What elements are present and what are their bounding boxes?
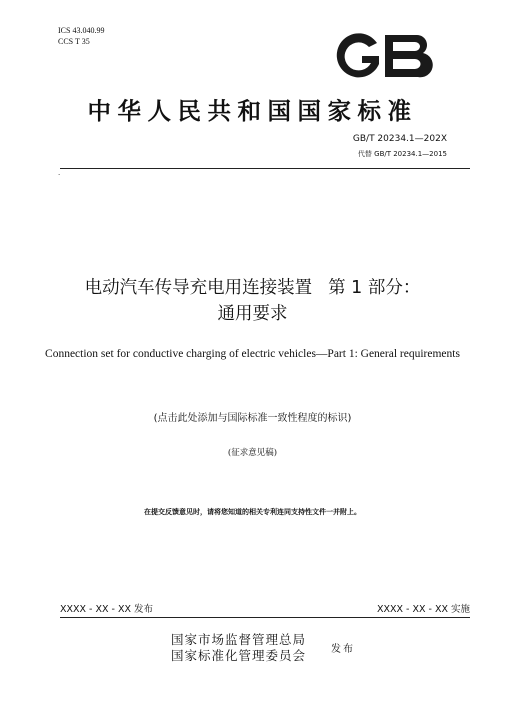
standard-number: GB/T 20234.1—202X [352, 134, 447, 144]
issuing-authorities [171, 632, 306, 664]
standard-category-title: 中华人民共和国国家标准 [87, 97, 418, 125]
chinese-title-main: 电动汽车传导充电用连接装置 [84, 278, 313, 298]
publish-label: 发布 [331, 644, 355, 655]
feedback-notice: 在提交反馈意见时，请将您知道的相关专利连同支持性文件一并附上。 [144, 507, 361, 516]
chinese-title-subtitle: 通用要求 [217, 304, 288, 324]
header-divider [60, 168, 470, 169]
english-title: Connection set for conductive charging of electric vehicles—Part 1: General requirements [45, 348, 460, 360]
issuer-sac: 国家标准化管理委员会 [171, 648, 307, 663]
gb-logo-b [385, 35, 433, 77]
footer-divider [60, 617, 470, 618]
draft-label: (征求意见稿) [227, 448, 278, 458]
issue-date: XXXX - XX - XX 发布 [60, 604, 154, 615]
ccs-code: CCS T 35 [58, 37, 90, 46]
ics-code: ICS 43.040.99 [58, 26, 105, 35]
issuer-samr: 国家市场监督管理总局 [171, 632, 307, 647]
divider-mark: . [58, 169, 61, 177]
implementation-date: XXXX - XX - XX 实施 [376, 604, 470, 615]
classification-codes [58, 25, 104, 47]
replaces-standard: 代替 GB/T 20234.1—2015 [357, 150, 447, 158]
gb-logo [333, 31, 433, 81]
consistency-note-link[interactable]: (点击此处添加与国际标准一致性程度的标识) [153, 413, 352, 424]
chinese-title [0, 275, 505, 327]
chinese-title-part: 第 1 部分： [328, 278, 421, 298]
gb-logo-g [337, 33, 379, 77]
